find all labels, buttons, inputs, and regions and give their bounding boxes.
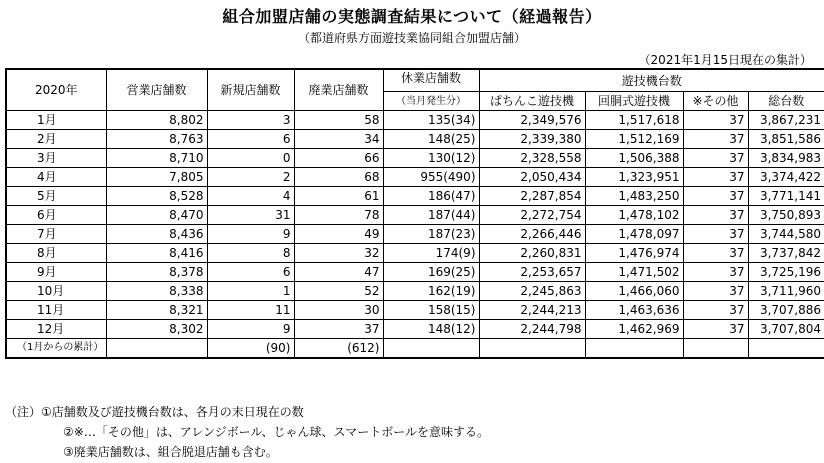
cell-pachislot: 1,471,502 [585,263,683,282]
cell-month: 4月 [6,168,106,187]
header-stores: 営業店舗数 [106,69,207,111]
cell-pachislot: 1,462,969 [585,320,683,339]
table-row [6,187,824,206]
cell-stores: 8,416 [106,244,207,263]
table-row [6,301,824,320]
cell-pachinko: 2,287,854 [479,187,585,206]
table-row [6,111,824,130]
cell-idle-stores: 148(12) [383,320,479,339]
cell-pachislot: 1,483,250 [585,187,683,206]
cell-closed-stores: 49 [294,225,383,244]
cell-closed-stores: 52 [294,282,383,301]
table-body [6,111,824,359]
cell-closed-stores: 58 [294,111,383,130]
cell-closed-stores: 47 [294,263,383,282]
cell-pachislot: 1,463,636 [585,301,683,320]
cell-closed-stores: 32 [294,244,383,263]
cell-idle-stores: 174(9) [383,244,479,263]
cell-closed-stores: 30 [294,301,383,320]
cell-idle-stores: 187(44) [383,206,479,225]
table-row [6,282,824,301]
cell-new-stores: 0 [207,149,294,168]
cell-new-stores: 8 [207,244,294,263]
cumulative-row [6,339,824,359]
cell-month: 7月 [6,225,106,244]
cell-other: 37 [683,206,748,225]
page-title: 組合加盟店舗の実態調査結果について（経過報告） [222,7,602,26]
cell-new-stores: 9 [207,225,294,244]
cell-other: 37 [683,187,748,206]
cell-month: 5月 [6,187,106,206]
cell-closed-stores: 68 [294,168,383,187]
header-closed-stores: 廃業店舗数 [294,69,383,111]
cell-pachinko: 2,339,380 [479,130,585,149]
table-row [6,244,824,263]
table-row [6,225,824,244]
cell-total: 3,725,196 [748,263,824,282]
table-row [6,130,824,149]
cell-stores: 8,378 [106,263,207,282]
cell-closed-stores: 78 [294,206,383,225]
cell-new-stores: 3 [207,111,294,130]
cell-stores: 8,321 [106,301,207,320]
cell-total: 3,707,804 [748,320,824,339]
cell-closed-stores: 37 [294,320,383,339]
cell-pachinko: 2,245,863 [479,282,585,301]
cumulative-label: （1月からの累計） [6,339,106,359]
survey-table [5,68,824,359]
cell-month: 3月 [6,149,106,168]
cell-total: 3,737,842 [748,244,824,263]
cell-idle-stores: 158(15) [383,301,479,320]
cell-new-stores: 11 [207,301,294,320]
note-row-3 [5,442,489,462]
cell-empty [585,339,683,359]
table-row [6,320,824,339]
cell-idle-stores: 130(12) [383,149,479,168]
cell-idle-stores: 148(25) [383,130,479,149]
cell-stores: 7,805 [106,168,207,187]
cell-stores: 8,763 [106,130,207,149]
header-total: 総台数 [748,92,824,111]
cell-idle-stores: 169(25) [383,263,479,282]
cell-pachinko: 2,050,434 [479,168,585,187]
cell-total: 3,834,983 [748,149,824,168]
cell-closed-stores: 61 [294,187,383,206]
note-item: ③廃業店舗数は、組合脱退店舗も含む。 [63,445,278,459]
cell-pachinko: 2,244,213 [479,301,585,320]
cell-other: 37 [683,320,748,339]
cell-month: 11月 [6,301,106,320]
cell-other: 37 [683,149,748,168]
cell-pachislot: 1,466,060 [585,282,683,301]
header-idle-sub [383,92,479,111]
cell-month: 8月 [6,244,106,263]
cell-month: 12月 [6,320,106,339]
cell-total: 3,707,886 [748,301,824,320]
cell-total: 3,771,141 [748,187,824,206]
cell-other: 37 [683,301,748,320]
cell-total: 3,711,960 [748,282,824,301]
cell-pachinko: 2,244,798 [479,320,585,339]
cell-total: 3,867,231 [748,111,824,130]
cell-stores: 8,436 [106,225,207,244]
cell-stores: 8,302 [106,320,207,339]
cell-pachislot: 1,512,169 [585,130,683,149]
cell-idle-stores: 186(47) [383,187,479,206]
note-item: ①店舗数及び遊技機台数は、各月の末日現在の数 [41,405,304,419]
note-row-1 [5,402,489,422]
cell-empty [479,339,585,359]
cell-month: 6月 [6,206,106,225]
cell-closed-stores: 34 [294,130,383,149]
header-other: ※その他 [683,92,748,111]
cell-pachislot: 1,478,102 [585,206,683,225]
cell-idle-stores: 162(19) [383,282,479,301]
cell-empty [106,339,207,359]
header-pachinko: ぱちんこ遊技機 [479,92,585,111]
cell-total: 3,851,586 [748,130,824,149]
header-new-stores: 新規店舗数 [207,69,294,111]
header-idle-label: 休業店舗数 [400,71,461,85]
cell-month: 9月 [6,263,106,282]
table-row [6,149,824,168]
cell-pachislot: 1,517,618 [585,111,683,130]
page-subtitle: （都道府県方面遊技業協同組合加盟店舗） [297,31,526,45]
header-idle-stores [383,69,479,92]
cell-new-stores: 31 [207,206,294,225]
cell-stores: 8,802 [106,111,207,130]
cell-empty [748,339,824,359]
cell-other: 37 [683,225,748,244]
cell-pachinko: 2,260,831 [479,244,585,263]
cell-pachinko: 2,328,558 [479,149,585,168]
cell-closed-stores: 66 [294,149,383,168]
cell-pachislot: 1,506,388 [585,149,683,168]
cell-new-stores: 9 [207,320,294,339]
cell-new-stores: 6 [207,263,294,282]
note-item: ②※…「その他」は、アレンジボール、じゃん球、スマートボールを意味する。 [63,425,490,439]
cell-pachinko: 2,272,754 [479,206,585,225]
cell-empty [383,339,479,359]
cell-idle-stores: 135(34) [383,111,479,130]
cell-pachinko: 2,349,576 [479,111,585,130]
cell-pachislot: 1,478,097 [585,225,683,244]
cell-other: 37 [683,111,748,130]
as-of-date: （2021年1月15日現在の集計） [638,53,812,67]
cell-pachinko: 2,253,657 [479,263,585,282]
table-row [6,206,824,225]
table-row [6,263,824,282]
table-row [6,168,824,187]
cell-month: 2月 [6,130,106,149]
cell-pachislot: 1,476,974 [585,244,683,263]
cell-stores: 8,338 [106,282,207,301]
cell-idle-stores: 955(490) [383,168,479,187]
cell-total: 3,744,580 [748,225,824,244]
note-row-2 [5,422,489,442]
cell-stores: 8,710 [106,149,207,168]
header-idle-sub-label: （当月発生分） [396,96,466,107]
cell-empty [683,339,748,359]
cell-month: 1月 [6,111,106,130]
cell-new-stores: 1 [207,282,294,301]
header-year: 2020年 [6,69,106,111]
cell-stores: 8,528 [106,187,207,206]
cell-pachinko: 2,266,446 [479,225,585,244]
cell-stores: 8,470 [106,206,207,225]
notes-prefix: （注） [5,405,42,419]
notes [5,402,489,462]
cell-other: 37 [683,244,748,263]
cell-total: 3,750,893 [748,206,824,225]
cell-new-stores: 4 [207,187,294,206]
cell-month: 10月 [6,282,106,301]
cell-new-stores: 6 [207,130,294,149]
cumulative-closed-stores: (612) [294,339,383,359]
cell-other: 37 [683,282,748,301]
header-pachislot: 回胴式遊技機 [585,92,683,111]
cell-other: 37 [683,130,748,149]
cell-other: 37 [683,263,748,282]
cell-other: 37 [683,168,748,187]
header-machines: 遊技機台数 [479,69,824,92]
cell-new-stores: 2 [207,168,294,187]
cell-idle-stores: 187(23) [383,225,479,244]
cell-pachislot: 1,323,951 [585,168,683,187]
cell-total: 3,374,422 [748,168,824,187]
cumulative-new-stores: (90) [207,339,294,359]
